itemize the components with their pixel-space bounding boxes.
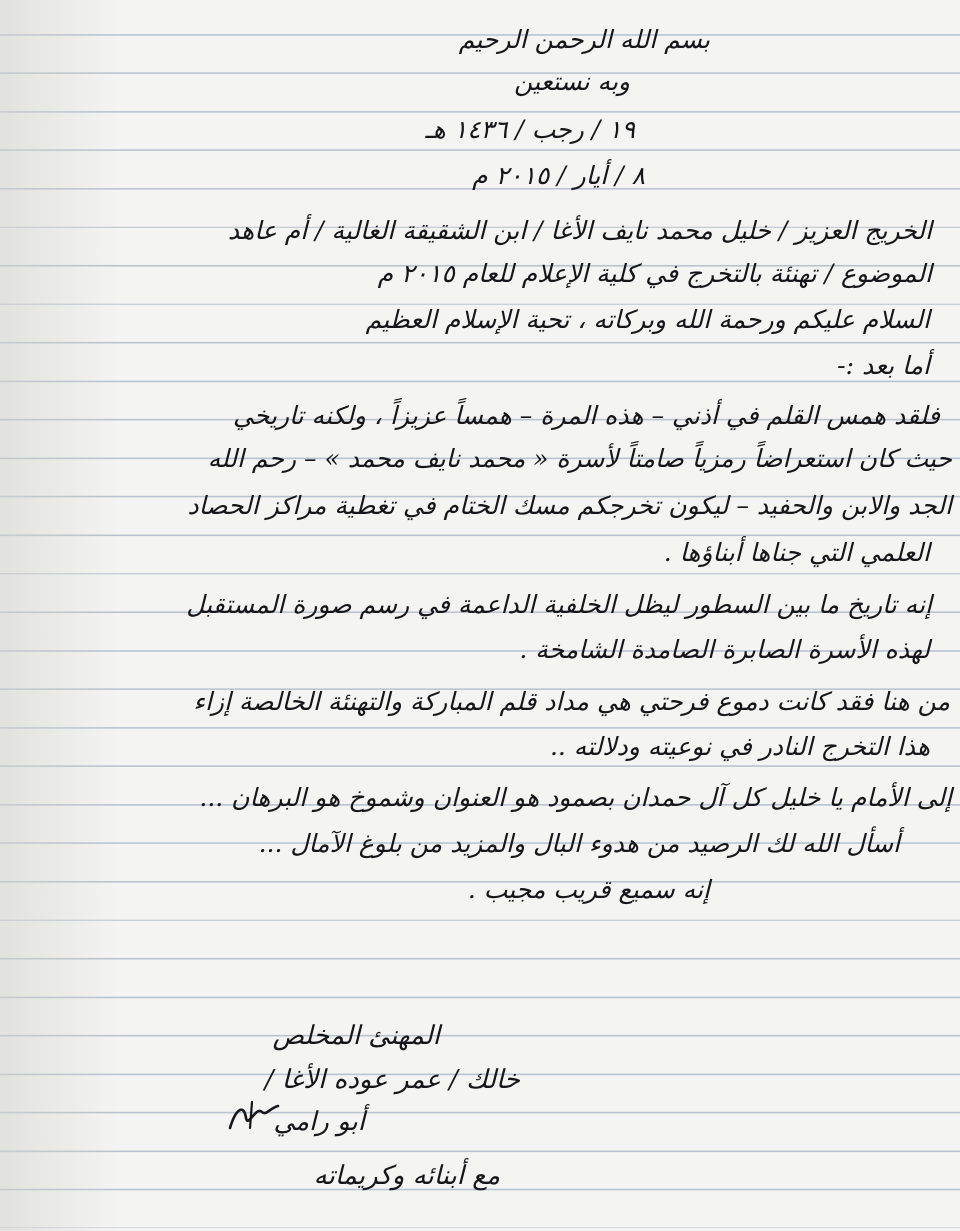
body-line-8: هذا التخرج النادر في نوعيته ودلالته .. — [549, 732, 930, 761]
subject-line: الموضوع / تهنئة بالتخرج في كلية الإعلام للعام ٢٠١٥ م — [377, 259, 932, 288]
opening-line: أما بعد :- — [837, 351, 930, 380]
date-hijri: ١٩ / رجب / ١٤٣٦ هـ — [425, 115, 635, 144]
body-line-11: إنه سميع قريب مجيب . — [467, 875, 710, 904]
sender-name: خالك / عمر عوده الأغا / — [264, 1065, 520, 1095]
body-line-3: الجد والابن والحفيد – ليكون تخرجكم مسك الختام في تغطية مراكز الحصاد — [187, 491, 952, 520]
body-line-9: إلى الأمام يا خليل كل آل حمدان بصمود هو العنوان وشموخ هو البرهان ... — [199, 783, 952, 812]
body-line-5: إنه تاريخ ما بين السطور ليظل الخلفية الداعمة في رسم صورة المستقبل — [186, 590, 932, 619]
body-line-10: أسأل الله لك الرصيد من هدوء البال والمزيد من بلوغ الآمال ... — [258, 829, 900, 858]
greeting-line: السلام عليكم ورحمة الله وبركاته ، تحية الإسلام العظيم — [365, 305, 930, 334]
closing: المهنئ المخلص — [272, 1021, 440, 1051]
invocation: وبه نستعين — [514, 67, 630, 96]
body-line-2: حيث كان استعراضاً رمزياً صامتاً لأسرة « محمد نايف محمد » – رحم الله — [207, 444, 952, 473]
recipient-line: الخريج العزيز / خليل محمد نايف الأغا / ابن الشقيقة الغالية / أم عاهد — [227, 216, 932, 245]
basmala: بسم الله الرحمن الرحيم — [458, 25, 710, 54]
body-line-1: فلقد همس القلم في أذني – هذه المرة – همساً عزيزاً ، ولكنه تاريخي — [233, 401, 940, 430]
body-line-6: لهذه الأسرة الصابرة الصامدة الشامخة . — [519, 635, 930, 664]
sender-family: مع أبنائه وكريماته — [313, 1161, 500, 1191]
signature-scribble — [222, 1098, 282, 1138]
date-gregorian: ٨ / أيار / ٢٠١٥ م — [472, 161, 645, 190]
body-line-4: العلمي التي جناها أبناؤها . — [663, 538, 930, 567]
sender-kunya: أبو رامي — [273, 1107, 365, 1137]
body-line-7: من هنا فقد كانت دموع فرحتي هي مداد قلم المباركة والتهنئة الخالصة إزاء — [193, 687, 950, 716]
